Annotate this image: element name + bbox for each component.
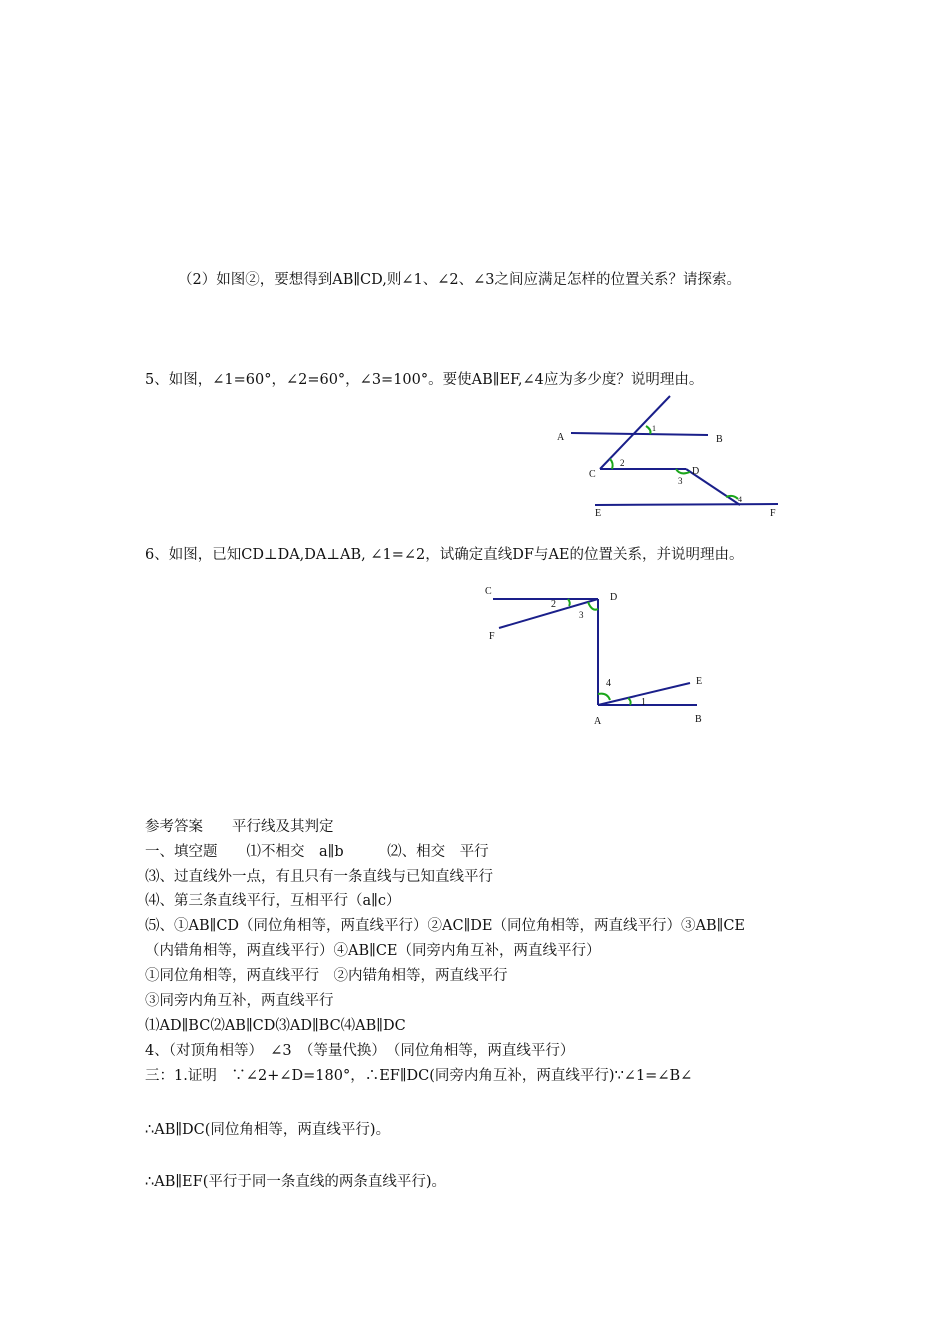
answer-line: （内错角相等，两直线平行）④AB∥CE（同旁内角互补，两直线平行） (145, 943, 601, 959)
angle-label-1: 1 (641, 697, 646, 708)
label-F: F (489, 631, 495, 642)
label-A: A (594, 716, 602, 727)
label-E: E (595, 508, 602, 519)
answer-line: 一、填空题 ⑴不相交 a∥b ⑵、相交 平行 (145, 844, 489, 860)
angle-label-2: 2 (620, 458, 625, 468)
label-B: B (716, 434, 723, 445)
label-E: E (696, 676, 703, 687)
figure-6-diagram (480, 582, 720, 732)
label-B: B (695, 714, 702, 725)
angle-label-1: 1 (652, 424, 656, 433)
label-D: D (610, 592, 618, 603)
angle-1-arc (646, 426, 651, 434)
problem-5: 5、如图，∠1=60°，∠2=60°，∠3=100°。要使AB∥EF,∠4应为多少度？说明理由。 (145, 372, 704, 388)
line-ef (595, 504, 778, 505)
transversal-1 (600, 396, 670, 469)
label-C: C (485, 586, 492, 597)
label-C: C (589, 469, 596, 480)
answer-line: 4、（对顶角相等） ∠3 （等量代换） （同位角相等，两直线平行） (145, 1043, 575, 1059)
angle-label-3: 3 (678, 476, 683, 486)
angle-1-arc (628, 698, 631, 705)
angle-label-3: 3 (579, 610, 584, 620)
label-D: D (692, 466, 700, 477)
angle-label-2: 2 (551, 599, 556, 610)
answer-line: ⑶、过直线外一点，有且只有一条直线与已知直线平行 (145, 869, 493, 885)
answer-line: ⑷、第三条直线平行，互相平行（a∥c） (145, 893, 401, 909)
problem-6: 6、如图，已知CD⊥DA,DA⊥AB, ∠1=∠2，试确定直线DF与AE的位置关系，并说明理由。 (145, 547, 744, 563)
problem-4-part-2: （2）如图②，要想得到AB∥CD,则∠1、∠2、∠3之间应满足怎样的位置关系？请探索。 (178, 272, 741, 288)
answer-line: 三：1.证明 ∵∠2+∠D=180°，∴EF∥DC(同旁内角互补，两直线平行)∵∠1=∠B∠ (145, 1068, 693, 1084)
label-A: A (557, 432, 565, 443)
line-ab (571, 433, 708, 435)
angle-label-4: 4 (738, 495, 742, 504)
answers-header: 参考答案 平行线及其判定 (145, 819, 334, 835)
answer-line: ①同位角相等，两直线平行 ②内错角相等，两直线平行 (145, 968, 508, 984)
answer-line: ∴AB∥EF(平行于同一条直线的两条直线平行)。 (145, 1174, 447, 1190)
answer-line: ∴AB∥DC(同位角相等，两直线平行)。 (145, 1122, 391, 1138)
angle-label-4: 4 (606, 678, 611, 689)
angle-3-arc (588, 602, 598, 610)
figure-5-diagram (550, 390, 790, 520)
angle-2-arc (568, 599, 570, 606)
angle-4-arc (598, 694, 610, 700)
label-F: F (770, 508, 776, 519)
answer-line: ③同旁内角互补，两直线平行 (145, 993, 334, 1009)
answer-line: ⑸、①AB∥CD（同位角相等，两直线平行）②AC∥DE（同位角相等，两直线平行）③AB∥CE (145, 918, 746, 934)
answer-line: ⑴AD∥BC⑵AB∥CD⑶AD∥BC⑷AB∥DC (145, 1018, 406, 1034)
angle-2-arc (610, 459, 613, 469)
